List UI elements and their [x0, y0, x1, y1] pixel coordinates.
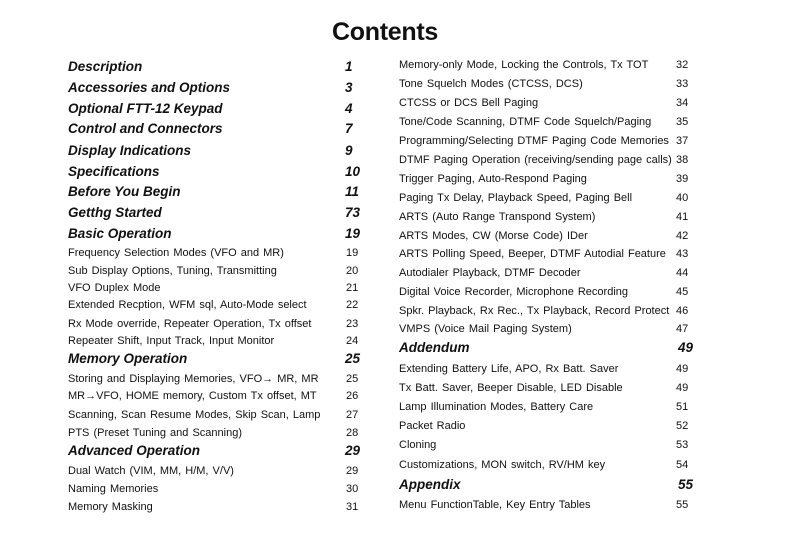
toc-page-number: 33 — [676, 78, 689, 90]
toc-page-number: 23 — [346, 318, 359, 330]
toc-page-number: 38 — [676, 154, 689, 166]
toc-entry-title: Description — [68, 59, 143, 74]
toc-entry-title: Extended Recption, WFM sql, Auto-Mode select — [68, 299, 307, 311]
toc-entry-title: Getthg Started — [68, 205, 162, 220]
toc-entry-title: Rx Mode override, Repeater Operation, Tx offset — [68, 318, 312, 330]
toc-entry-title: Tone Squelch Modes (CTCSS, DCS) — [399, 78, 583, 90]
toc-page-number: 44 — [676, 267, 689, 279]
toc-entry-title: Optional FTT-12 Keypad — [68, 101, 223, 116]
toc-page-number: 43 — [676, 248, 689, 260]
toc-page-number: 39 — [676, 173, 689, 185]
toc-entry-title: Autodialer Playback, DTMF Decoder — [399, 267, 581, 279]
toc-entry-title: Programming/Selecting DTMF Paging Code Memories — [399, 135, 669, 147]
toc-entry-title: Dual Watch (VIM, MM, H/M, V/V) — [68, 465, 234, 477]
toc-page-number: 26 — [346, 390, 359, 402]
toc-entry-title: Memory-only Mode, Locking the Controls, Tx TOT — [399, 59, 649, 71]
toc-entry-title: Spkr. Playback, Rx Rec., Tx Playback, Record Protect — [399, 305, 670, 317]
toc-entry-title: Trigger Paging, Auto-Respond Paging — [399, 173, 587, 185]
toc-entry-title: Control and Connectors — [68, 121, 223, 136]
toc-page-number: 20 — [346, 265, 359, 277]
toc-entry-title: Memory Masking — [68, 501, 153, 513]
toc-page-number: 35 — [676, 116, 689, 128]
toc-page-number: 4 — [345, 101, 353, 116]
toc-entry-title: MR→VFO, HOME memory, Custom Tx offset, MT — [68, 390, 317, 402]
toc-entry-title: Scanning, Scan Resume Modes, Skip Scan, Lamp — [68, 409, 321, 421]
toc-page-number: 7 — [345, 121, 353, 136]
toc-entry-title: Advanced Operation — [68, 443, 201, 458]
toc-page-number: 73 — [345, 205, 361, 220]
toc-page-number: 52 — [676, 420, 689, 432]
toc-page-number: 22 — [346, 299, 359, 311]
toc-page-number: 28 — [346, 427, 359, 439]
toc-entry-title: Display Indications — [68, 143, 192, 158]
toc-page-number: 3 — [345, 80, 353, 95]
toc-page-number: 55 — [676, 499, 689, 511]
toc-entry-title: Frequency Selection Modes (VFO and MR) — [68, 247, 284, 259]
toc-page-number: 1 — [345, 59, 353, 74]
toc-entry-title: Basic Operation — [68, 226, 172, 241]
toc-page-number: 47 — [676, 323, 689, 335]
toc-page-number: 11 — [345, 184, 360, 199]
toc-page-number: 34 — [676, 97, 689, 109]
toc-page-number: 42 — [676, 230, 689, 242]
toc-page-number: 30 — [346, 483, 359, 495]
toc-page-number: 49 — [678, 340, 694, 355]
toc-page-number: 37 — [676, 135, 689, 147]
toc-entry-title: DTMF Paging Operation (receiving/sending page calls) — [399, 154, 672, 166]
toc-page-number: 49 — [676, 382, 689, 394]
toc-entry-title: Cloning — [399, 439, 437, 451]
toc-entry-title: Naming Memories — [68, 483, 159, 495]
toc-entry-title: CTCSS or DCS Bell Paging — [399, 97, 539, 109]
toc-page-number: 19 — [345, 226, 361, 241]
toc-entry-title: Sub Display Options, Tuning, Transmitting — [68, 265, 277, 277]
toc-entry-title: Addendum — [399, 340, 470, 355]
toc-page-number: 10 — [345, 164, 361, 179]
toc-page-number: 32 — [676, 59, 689, 71]
toc-entry-title: Before You Begin — [68, 184, 181, 199]
toc-page-number: 29 — [346, 465, 359, 477]
toc-entry-title: Appendix — [399, 477, 461, 492]
toc-entry-title: Paging Tx Delay, Playback Speed, Paging Bell — [399, 192, 633, 204]
toc-page-number: 9 — [345, 143, 353, 158]
toc-entry-title: Tx Batt. Saver, Beeper Disable, LED Disable — [399, 382, 623, 394]
toc-entry-title: Lamp Illumination Modes, Battery Care — [399, 401, 594, 413]
toc-entry-title: ARTS Modes, CW (Morse Code) IDer — [399, 230, 588, 242]
toc-entry-title: VMPS (Voice Mail Paging System) — [399, 323, 572, 335]
toc-page-number: 51 — [676, 401, 689, 413]
toc-page-number: 40 — [676, 192, 689, 204]
toc-page-number: 46 — [676, 305, 689, 317]
toc-page-number: 49 — [676, 363, 689, 375]
toc-entry-title: Extending Battery Life, APO, Rx Batt. Saver — [399, 363, 619, 375]
toc-entry-title: VFO Duplex Mode — [68, 282, 161, 294]
toc-page-number: 53 — [676, 439, 689, 451]
toc-page-number: 27 — [346, 409, 359, 421]
toc-page-number: 19 — [346, 247, 359, 259]
toc-entry-title: Repeater Shift, Input Track, Input Monitor — [68, 335, 275, 347]
toc-entry-title: Customizations, MON switch, RV/HM key — [399, 459, 606, 471]
toc-entry-title: ARTS Polling Speed, Beeper, DTMF Autodial Feature — [399, 248, 666, 260]
toc-page-number: 45 — [676, 286, 689, 298]
toc-entry-title: Menu FunctionTable, Key Entry Tables — [399, 499, 591, 511]
toc-entry-title: Packet Radio — [399, 420, 466, 432]
toc-page-number: 25 — [346, 373, 359, 385]
toc-entry-title: PTS (Preset Tuning and Scanning) — [68, 427, 242, 439]
toc-entry-title: Accessories and Options — [68, 80, 231, 95]
toc-entry-title: Storing and Displaying Memories, VFO→ MR, MR — [68, 373, 319, 385]
toc-entry-title: Tone/Code Scanning, DTMF Code Squelch/Paging — [399, 116, 652, 128]
toc-page-number: 25 — [345, 351, 361, 366]
toc-page-number: 21 — [346, 282, 359, 294]
toc-page-number: 41 — [676, 211, 689, 223]
toc-entry-title: Digital Voice Recorder, Microphone Recording — [399, 286, 629, 298]
toc-page-number: 24 — [346, 335, 359, 347]
toc-page-number: 29 — [345, 443, 361, 458]
toc-entry-title: Specifications — [68, 164, 160, 179]
page-title: Contents — [332, 18, 438, 46]
toc-entry-title: ARTS (Auto Range Transpond System) — [399, 211, 596, 223]
toc-page-number: 31 — [346, 501, 359, 513]
toc-page-number: 55 — [678, 477, 694, 492]
toc-page-number: 54 — [676, 459, 689, 471]
toc-entry-title: Memory Operation — [68, 351, 188, 366]
